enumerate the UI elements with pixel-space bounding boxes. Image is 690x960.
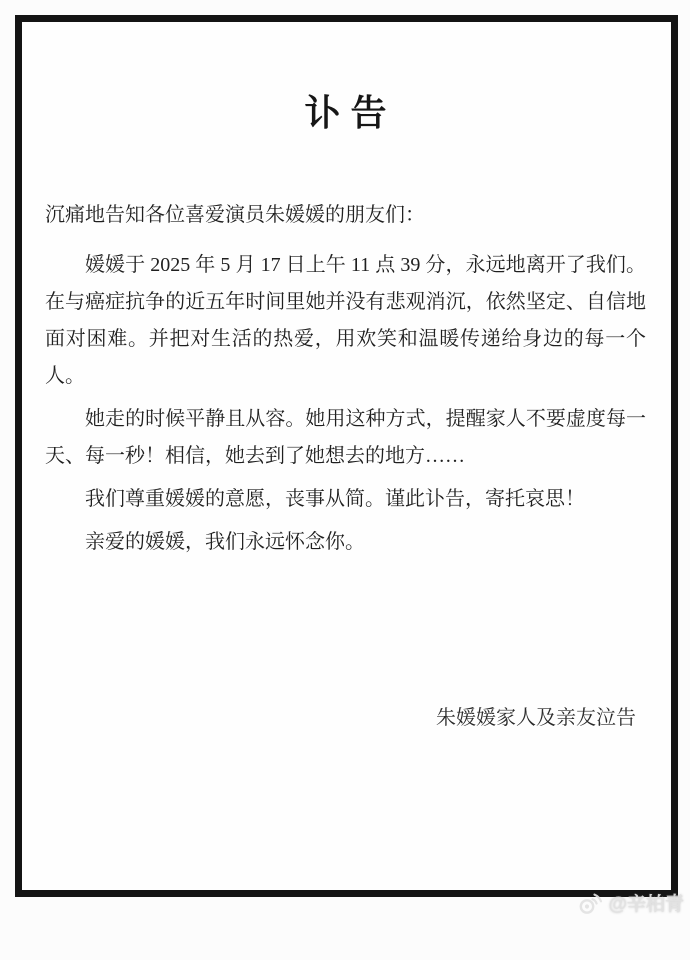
paragraph-passing-announcement: 媛媛于 2025 年 5 月 17 日上午 11 点 39 分，永远地离开了我们。在与癌症抗争的近五年时间里她并没有悲观消沉，依然坚定、自信地面对困难。并把对生活的热爱，用欢笑和温暖传递给身边的每一个人。 [45, 254, 646, 388]
signature-line: 朱媛媛家人及亲友泣告 [436, 707, 636, 730]
paragraph-peaceful-departure: 她走的时候平静且从容。她用这种方式，提醒家人不要虚度每一天、每一秒！相信，她去到了她想去的地方…… [45, 408, 646, 468]
obituary-frame [15, 15, 678, 897]
watermark-username: @辛柏青 [608, 894, 684, 915]
paragraph-remembrance: 亲爱的媛媛，我们永远怀念你。 [85, 531, 365, 554]
obituary-title: 讣告 [304, 92, 397, 133]
obituary-content [22, 92, 671, 960]
salutation-line: 沉痛地告知各位喜爱演员朱媛媛的朋友们： [45, 204, 425, 227]
paragraph-simple-funeral: 我们尊重媛媛的意愿，丧事从简。谨此讣告，寄托哀思！ [85, 488, 585, 511]
obituary-body [45, 197, 646, 561]
